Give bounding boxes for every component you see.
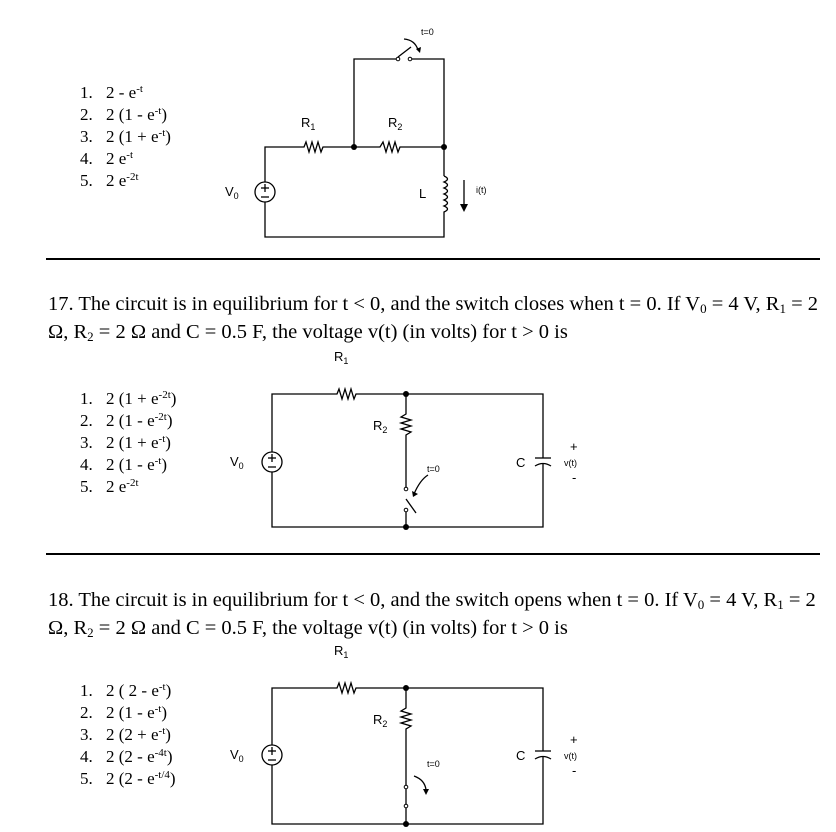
plus-sign: + bbox=[570, 439, 578, 454]
switch-label: t=0 bbox=[427, 759, 440, 769]
choice: 1. $2 - e^{-t}$ bbox=[80, 83, 143, 102]
minus-sign: - bbox=[572, 470, 577, 485]
choice: 2. 2 $(1 - e^{-t})$ bbox=[80, 703, 168, 722]
current-label: i(t) bbox=[476, 185, 487, 195]
switch-label: t=0 bbox=[427, 464, 440, 474]
inductor-label: L bbox=[419, 186, 427, 201]
r1-label: $R_1$ bbox=[334, 643, 349, 660]
choice: 1. 2 ( $2 - e^{-t}$) bbox=[80, 681, 172, 700]
choice: 3. 2 $(1 + e^{-t})$ bbox=[80, 127, 171, 146]
r2-label: $R_2$ bbox=[373, 712, 388, 729]
capacitor-label: C bbox=[516, 455, 526, 470]
choice: 4. 2 $(2 - e^{-4t})$ bbox=[80, 747, 173, 766]
choice: 5. 2 $e^{-2t}$ bbox=[80, 477, 139, 496]
choice: 5. 2 $e^{-2t}$ bbox=[80, 171, 139, 190]
capacitor-label: C bbox=[516, 748, 526, 763]
switch-label: t=0 bbox=[421, 27, 434, 37]
choice: 3. 2 $(2 + e^{-t})$ bbox=[80, 725, 171, 744]
r1-label: $R_1$ bbox=[301, 115, 316, 132]
r1-label: $R_1$ bbox=[334, 349, 349, 366]
choice: 2. 2 $(1 - e^{-2t})$ bbox=[80, 411, 173, 430]
choice: 4. 2 $(1 - e^{-t})$ bbox=[80, 455, 168, 474]
question-17: 17. The circuit is in equilibrium for t < 0, and the switch closes when t = 0. If $V_0 = 4$ V, $R_1 = 2$ Ω, $R_2 = 2$ Ω and C = 0.5 F, the voltage v(t) (in volts) for t > 0 is bbox=[48, 293, 819, 344]
choice: 3. 2 $(1 + e^{-t})$ bbox=[80, 433, 171, 452]
plus-sign: + bbox=[570, 732, 578, 747]
choice: 4. 2 $e^{-t}$ bbox=[80, 149, 134, 168]
choice: 5. 2 $(2 - e^{-t/4})$ bbox=[80, 769, 176, 788]
choice: 1. 2 $(1 + e^{-2t})$ bbox=[80, 389, 177, 408]
source-label: $V_0$ bbox=[225, 184, 239, 201]
minus-sign: - bbox=[572, 763, 577, 778]
r2-label: $R_2$ bbox=[388, 115, 403, 132]
voltage-label: v(t) bbox=[564, 458, 577, 468]
source-label: $V_0$ bbox=[230, 454, 244, 471]
choice: 2. 2 $(1 - e^{-t})$ bbox=[80, 105, 168, 124]
voltage-label: v(t) bbox=[564, 751, 577, 761]
source-label: $V_0$ bbox=[230, 747, 244, 764]
question-18: 18. The circuit is in equilibrium for t < 0, and the switch opens when t = 0. If $V_0 = 4$ V, $R_1 = 2$ Ω, $R_2 = 2$ Ω and C = 0.5 F, the voltage v(t) (in volts) for t > 0 is bbox=[48, 589, 816, 640]
r2-label: $R_2$ bbox=[373, 418, 388, 435]
